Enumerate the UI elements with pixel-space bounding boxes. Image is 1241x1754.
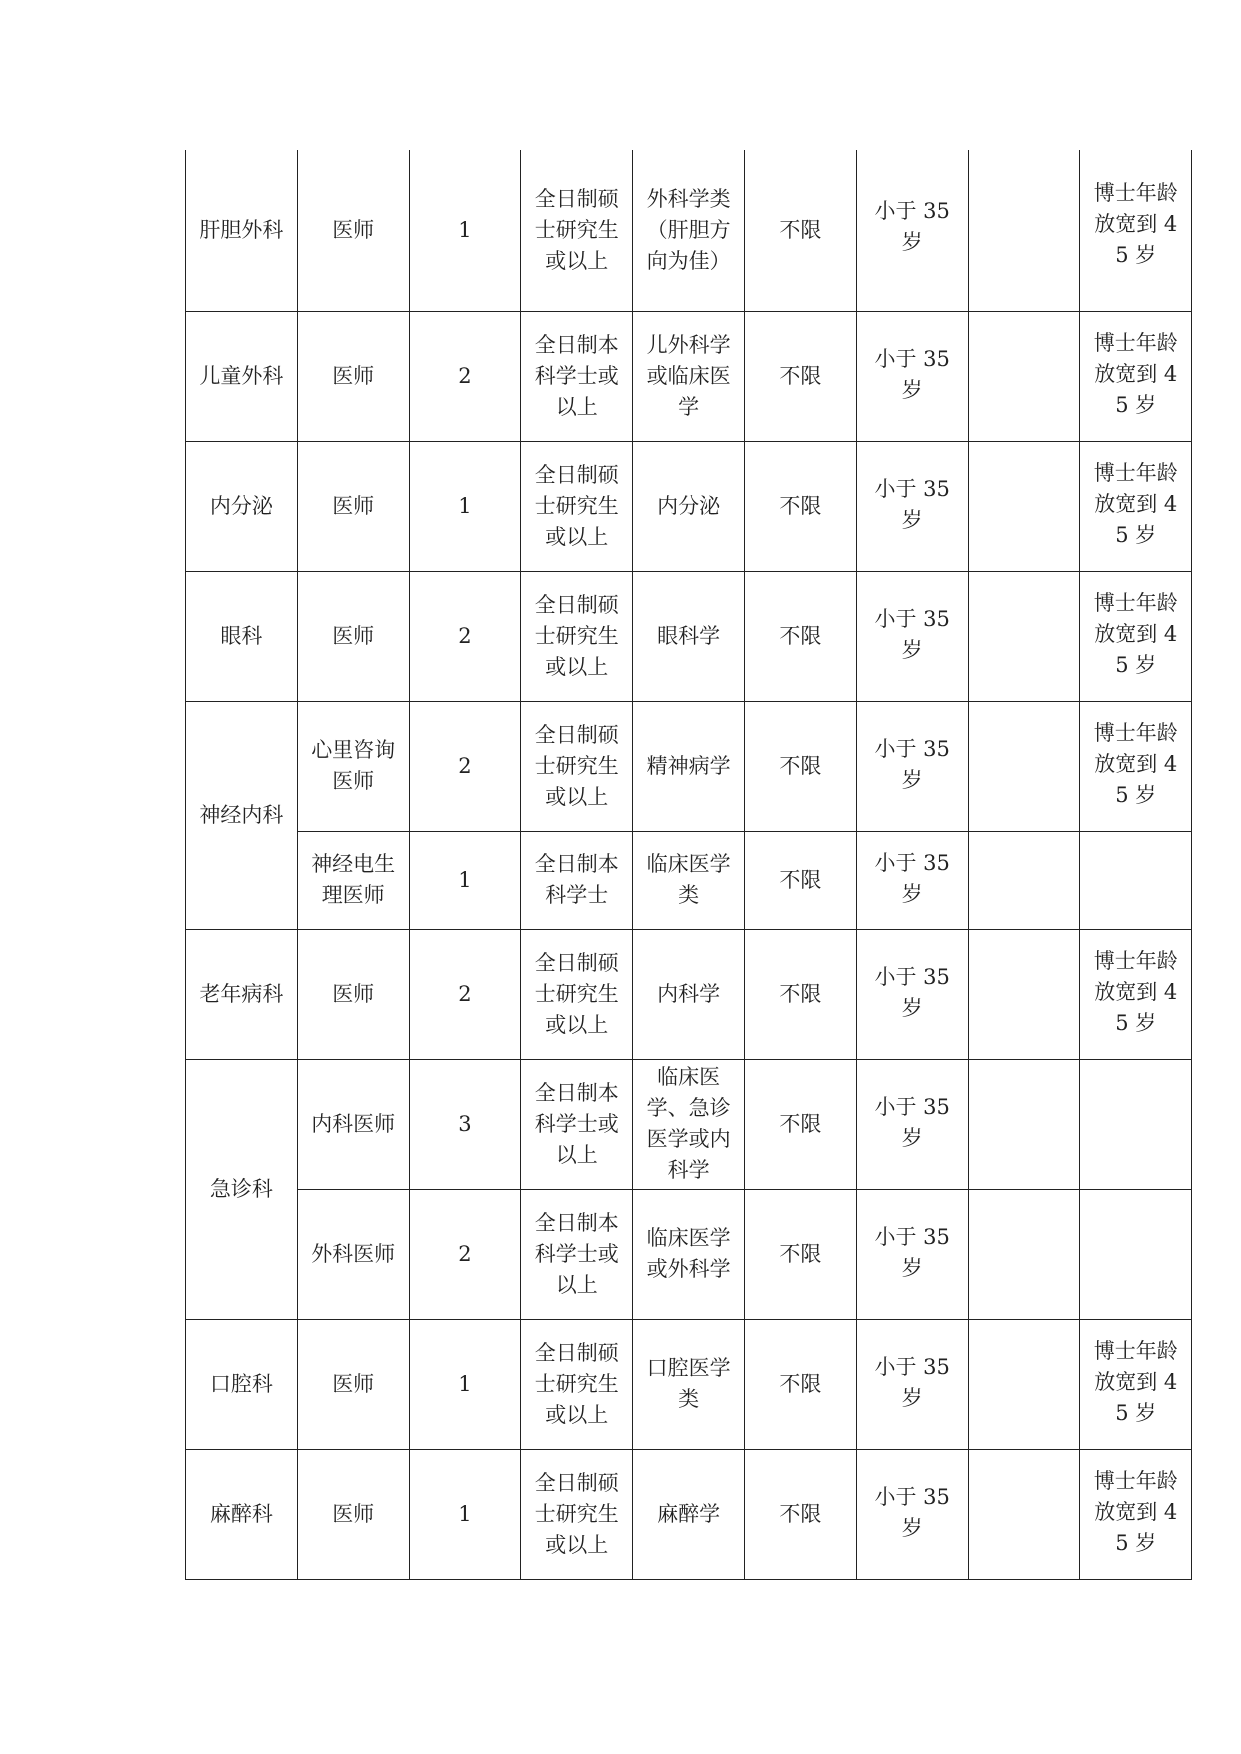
requirement-cell: 不限 <box>744 1059 856 1189</box>
age-cell: 小于 35 岁 <box>856 571 968 701</box>
blank-cell <box>968 831 1080 929</box>
table-row <box>186 150 1192 311</box>
blank-cell <box>968 1059 1080 1189</box>
headcount-cell: 1 <box>409 1319 521 1449</box>
education-cell: 全日制本科学士 <box>521 831 633 929</box>
table-row <box>186 1319 1192 1449</box>
position-cell: 医师 <box>297 150 409 311</box>
major-cell: 外科学类（肝胆方向为佳） <box>633 150 745 311</box>
table-row <box>186 1059 1192 1189</box>
headcount-cell: 2 <box>409 701 521 831</box>
major-cell: 眼科学 <box>633 571 745 701</box>
requirement-cell: 不限 <box>744 150 856 311</box>
note-cell: 博士年龄放宽到 45 岁 <box>1080 929 1192 1059</box>
department-cell: 内分泌 <box>186 441 298 571</box>
age-cell: 小于 35 岁 <box>856 1449 968 1579</box>
department-cell: 神经内科 <box>186 701 298 929</box>
headcount-cell: 2 <box>409 929 521 1059</box>
table-row <box>186 441 1192 571</box>
position-cell: 神经电生理医师 <box>297 831 409 929</box>
age-cell: 小于 35 岁 <box>856 929 968 1059</box>
education-cell: 全日制硕士研究生或以上 <box>521 1449 633 1579</box>
note-cell <box>1080 831 1192 929</box>
major-cell: 临床医学、急诊医学或内科学 <box>633 1059 745 1189</box>
headcount-cell: 2 <box>409 311 521 441</box>
note-cell: 博士年龄放宽到 45 岁 <box>1080 150 1192 311</box>
education-cell: 全日制本科学士或以上 <box>521 1189 633 1319</box>
age-cell: 小于 35 岁 <box>856 831 968 929</box>
major-cell: 精神病学 <box>633 701 745 831</box>
blank-cell <box>968 1189 1080 1319</box>
major-cell: 临床医学或外科学 <box>633 1189 745 1319</box>
education-cell: 全日制硕士研究生或以上 <box>521 571 633 701</box>
note-cell: 博士年龄放宽到 45 岁 <box>1080 1319 1192 1449</box>
age-cell: 小于 35 岁 <box>856 1319 968 1449</box>
blank-cell <box>968 571 1080 701</box>
major-cell: 儿外科学或临床医学 <box>633 311 745 441</box>
requirement-cell: 不限 <box>744 311 856 441</box>
age-cell: 小于 35 岁 <box>856 311 968 441</box>
requirement-cell: 不限 <box>744 701 856 831</box>
requirement-cell: 不限 <box>744 571 856 701</box>
recruitment-table <box>185 150 1192 1580</box>
note-cell: 博士年龄放宽到 45 岁 <box>1080 1449 1192 1579</box>
position-cell: 医师 <box>297 1449 409 1579</box>
note-cell <box>1080 1059 1192 1189</box>
note-cell: 博士年龄放宽到 45 岁 <box>1080 311 1192 441</box>
blank-cell <box>968 929 1080 1059</box>
position-cell: 医师 <box>297 929 409 1059</box>
department-cell: 急诊科 <box>186 1059 298 1319</box>
education-cell: 全日制本科学士或以上 <box>521 311 633 441</box>
department-cell: 眼科 <box>186 571 298 701</box>
table-row <box>186 311 1192 441</box>
blank-cell <box>968 1319 1080 1449</box>
major-cell: 口腔医学类 <box>633 1319 745 1449</box>
blank-cell <box>968 441 1080 571</box>
major-cell: 内科学 <box>633 929 745 1059</box>
major-cell: 临床医学类 <box>633 831 745 929</box>
headcount-cell: 3 <box>409 1059 521 1189</box>
headcount-cell: 1 <box>409 831 521 929</box>
requirement-cell: 不限 <box>744 831 856 929</box>
position-cell: 医师 <box>297 571 409 701</box>
blank-cell <box>968 701 1080 831</box>
department-cell: 肝胆外科 <box>186 150 298 311</box>
blank-cell <box>968 311 1080 441</box>
note-cell: 博士年龄放宽到 45 岁 <box>1080 571 1192 701</box>
department-cell: 口腔科 <box>186 1319 298 1449</box>
headcount-cell: 1 <box>409 1449 521 1579</box>
age-cell: 小于 35 岁 <box>856 701 968 831</box>
position-cell: 心里咨询医师 <box>297 701 409 831</box>
age-cell: 小于 35 岁 <box>856 1189 968 1319</box>
age-cell: 小于 35 岁 <box>856 150 968 311</box>
major-cell: 内分泌 <box>633 441 745 571</box>
education-cell: 全日制硕士研究生或以上 <box>521 701 633 831</box>
blank-cell <box>968 150 1080 311</box>
age-cell: 小于 35 岁 <box>856 441 968 571</box>
requirement-cell: 不限 <box>744 1449 856 1579</box>
table-row <box>186 1189 1192 1319</box>
headcount-cell: 1 <box>409 150 521 311</box>
education-cell: 全日制本科学士或以上 <box>521 1059 633 1189</box>
education-cell: 全日制硕士研究生或以上 <box>521 1319 633 1449</box>
education-cell: 全日制硕士研究生或以上 <box>521 150 633 311</box>
requirement-cell: 不限 <box>744 1319 856 1449</box>
requirement-cell: 不限 <box>744 929 856 1059</box>
headcount-cell: 2 <box>409 571 521 701</box>
headcount-cell: 1 <box>409 441 521 571</box>
department-cell: 麻醉科 <box>186 1449 298 1579</box>
table-row <box>186 1449 1192 1579</box>
table-row <box>186 701 1192 831</box>
recruitment-table-page <box>185 150 1191 1580</box>
table-row <box>186 831 1192 929</box>
table-row <box>186 571 1192 701</box>
position-cell: 医师 <box>297 1319 409 1449</box>
note-cell: 博士年龄放宽到 45 岁 <box>1080 441 1192 571</box>
note-cell <box>1080 1189 1192 1319</box>
headcount-cell: 2 <box>409 1189 521 1319</box>
position-cell: 外科医师 <box>297 1189 409 1319</box>
education-cell: 全日制硕士研究生或以上 <box>521 929 633 1059</box>
major-cell: 麻醉学 <box>633 1449 745 1579</box>
position-cell: 医师 <box>297 441 409 571</box>
age-cell: 小于 35 岁 <box>856 1059 968 1189</box>
department-cell: 老年病科 <box>186 929 298 1059</box>
department-cell: 儿童外科 <box>186 311 298 441</box>
requirement-cell: 不限 <box>744 1189 856 1319</box>
blank-cell <box>968 1449 1080 1579</box>
table-row <box>186 929 1192 1059</box>
note-cell: 博士年龄放宽到 45 岁 <box>1080 701 1192 831</box>
education-cell: 全日制硕士研究生或以上 <box>521 441 633 571</box>
position-cell: 医师 <box>297 311 409 441</box>
requirement-cell: 不限 <box>744 441 856 571</box>
position-cell: 内科医师 <box>297 1059 409 1189</box>
